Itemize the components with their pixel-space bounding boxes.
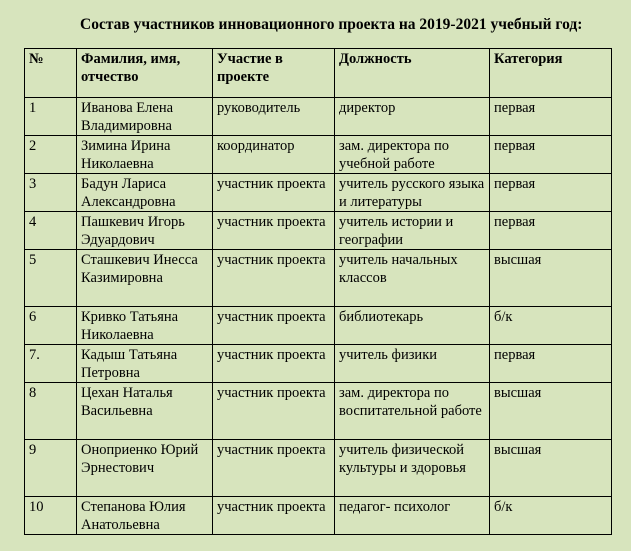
row-category: первая: [490, 345, 612, 383]
row-num: 2: [25, 136, 77, 174]
row-num: 10: [25, 497, 77, 535]
row-position: учитель физики: [335, 345, 490, 383]
row-name: Кривко Татьяна Николаевна: [77, 307, 213, 345]
row-num: 9: [25, 440, 77, 497]
row-position: учитель начальных классов: [335, 250, 490, 307]
table-row: [25, 497, 612, 535]
header-num: №: [25, 49, 77, 98]
row-num: 7.: [25, 345, 77, 383]
row-category: первая: [490, 212, 612, 250]
table-row: [25, 307, 612, 345]
row-num: 5: [25, 250, 77, 307]
row-role: участник проекта: [213, 212, 335, 250]
row-role: участник проекта: [213, 307, 335, 345]
row-role: участник проекта: [213, 383, 335, 440]
row-name: Бадун Лариса Александровна: [77, 174, 213, 212]
row-role: участник проекта: [213, 250, 335, 307]
row-category: б/к: [490, 497, 612, 535]
row-name: Оноприенко Юрий Эрнестович: [77, 440, 213, 497]
header-name: Фамилия, имя, отчество: [77, 49, 213, 98]
row-num: 8: [25, 383, 77, 440]
row-position: директор: [335, 98, 490, 136]
row-name: Сташкевич Инесса Казимировна: [77, 250, 213, 307]
row-position: зам. директора по воспитательной работе: [335, 383, 490, 440]
row-name: Степанова Юлия Анатольевна: [77, 497, 213, 535]
row-category: первая: [490, 98, 612, 136]
row-name: Кадыш Татьяна Петровна: [77, 345, 213, 383]
table-row: [25, 136, 612, 174]
row-category: первая: [490, 136, 612, 174]
header-position: Должность: [335, 49, 490, 98]
row-position: педагог- психолог: [335, 497, 490, 535]
header-role: Участие в проекте: [213, 49, 335, 98]
row-name: Цехан Наталья Васильевна: [77, 383, 213, 440]
row-category: высшая: [490, 250, 612, 307]
row-num: 1: [25, 98, 77, 136]
row-role: участник проекта: [213, 174, 335, 212]
row-num: 3: [25, 174, 77, 212]
page-title: Состав участников инновационного проекта на 2019-2021 учебный год:: [80, 16, 583, 33]
table-row: [25, 212, 612, 250]
row-position: учитель истории и географии: [335, 212, 490, 250]
row-role: участник проекта: [213, 440, 335, 497]
table-row: [25, 383, 612, 440]
participants-table: [24, 48, 612, 535]
row-position: учитель физической культуры и здоровья: [335, 440, 490, 497]
row-category: высшая: [490, 383, 612, 440]
row-num: 6: [25, 307, 77, 345]
row-position: учитель русского языка и литературы: [335, 174, 490, 212]
row-position: библиотекарь: [335, 307, 490, 345]
row-name: Зимина Ирина Николаевна: [77, 136, 213, 174]
row-category: б/к: [490, 307, 612, 345]
table-row: [25, 98, 612, 136]
table-row: [25, 440, 612, 497]
table-row: [25, 345, 612, 383]
row-category: высшая: [490, 440, 612, 497]
table-header-row: [25, 49, 612, 98]
row-name: Пашкевич Игорь Эдуардович: [77, 212, 213, 250]
row-role: участник проекта: [213, 497, 335, 535]
row-role: участник проекта: [213, 345, 335, 383]
row-position: зам. директора по учебной работе: [335, 136, 490, 174]
row-role: руководитель: [213, 98, 335, 136]
row-num: 4: [25, 212, 77, 250]
table-row: [25, 250, 612, 307]
row-role: координатор: [213, 136, 335, 174]
header-category: Категория: [490, 49, 612, 98]
row-name: Иванова Елена Владимировна: [77, 98, 213, 136]
table-row: [25, 174, 612, 212]
row-category: первая: [490, 174, 612, 212]
